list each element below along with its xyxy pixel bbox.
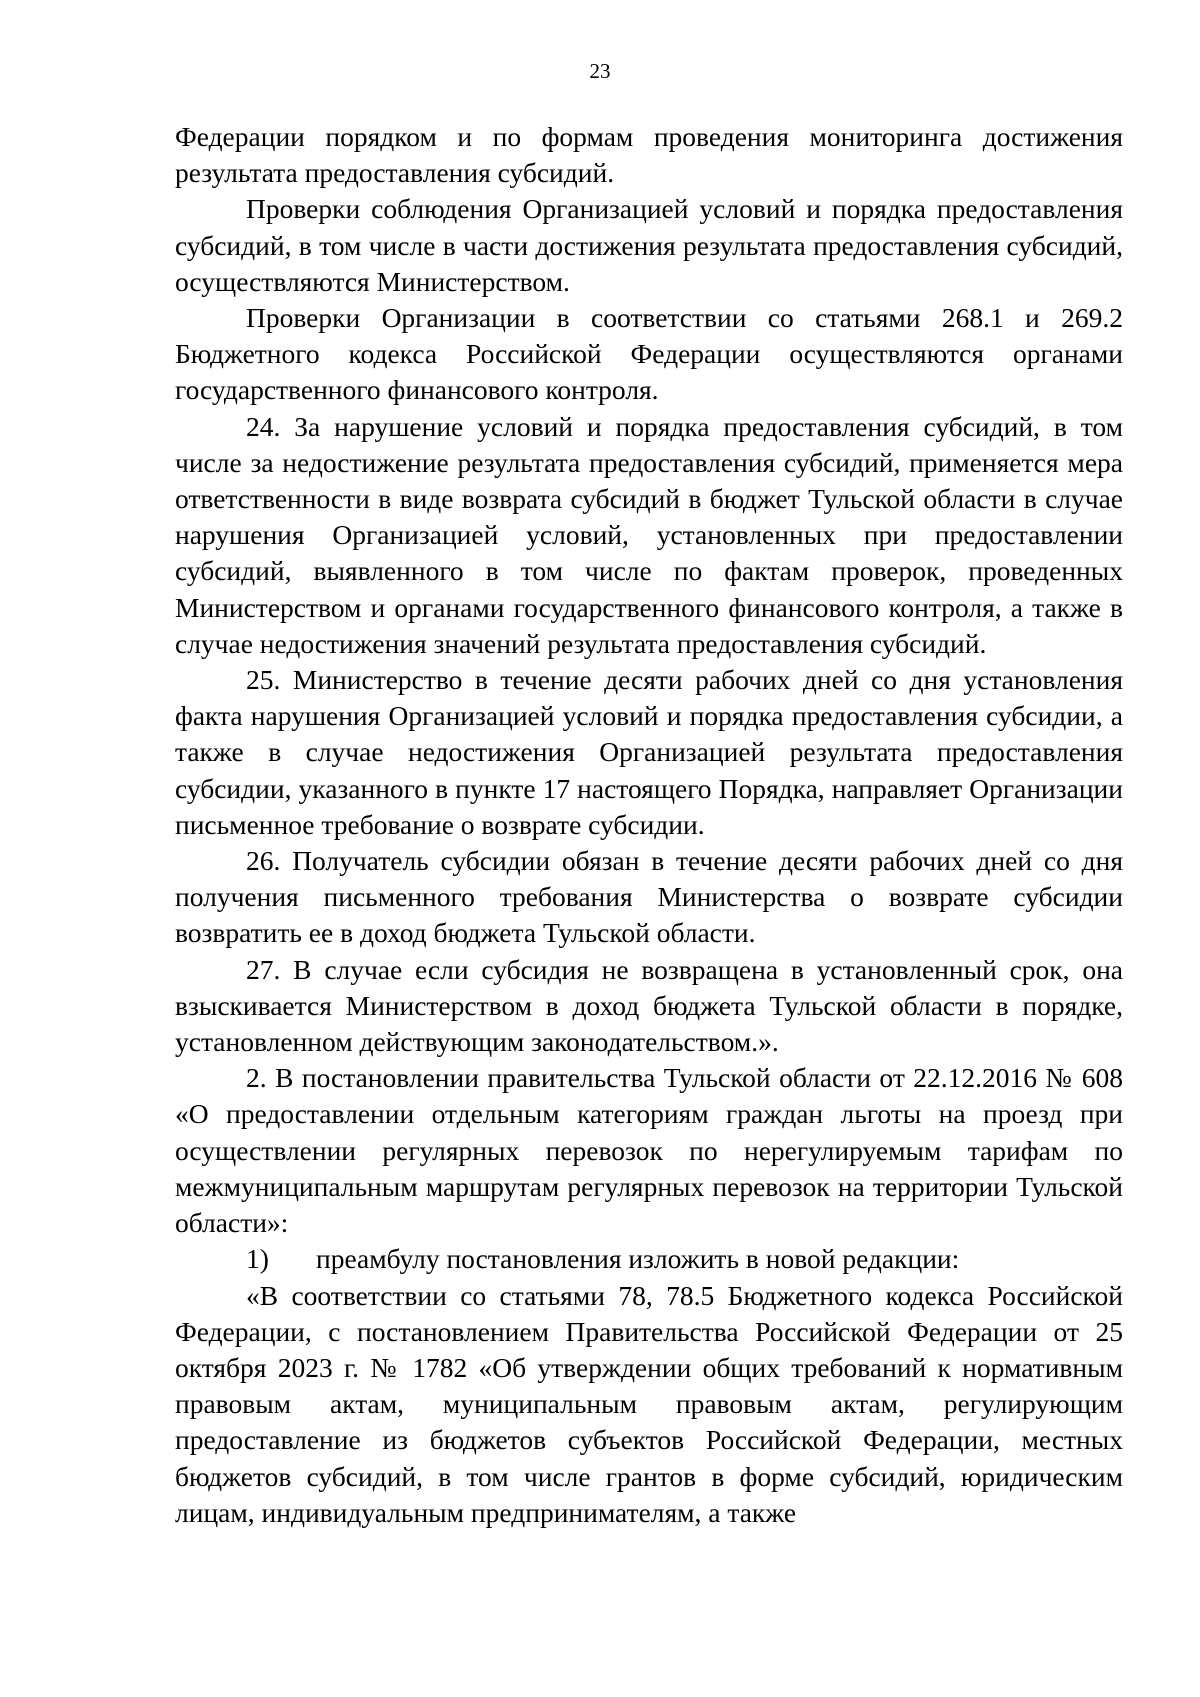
paragraph-continuation: Федерации порядком и по формам проведения мониторинга достижения результата предоставления субсидий.	[175, 121, 1123, 189]
paragraph-24: 24. За нарушение условий и порядка предоставления субсидий, в том числе за недостижение результата предоставления субсидий, применяется мера ответственности в виде возврата субсидий в бюджет Тульской области в случае нарушения Организацией условий, установленных при предоставлении субсидий, выявленного в том числе по фактам проверок, проведенных Министерством и органами государственного финансового контроля, а также в случае недостижения значений результата предоставления субсидий.	[175, 410, 1123, 659]
paragraph-27: 27. В случае если субсидия не возвращена в установленный срок, она взыскивается Министерством в доход бюджета Тульской области в порядке, установленном действующим законодательством.».	[175, 953, 1123, 1058]
document-body	[175, 119, 1123, 1531]
paragraph-26: 26. Получатель субсидии обязан в течение десяти рабочих дней со дня получения письменного требования Министерства о возврате субсидии возвратить ее в доход бюджета Тульской области.	[175, 845, 1123, 949]
list-item-1	[175, 1241, 1123, 1277]
list-item-number: 1)	[246, 1243, 269, 1275]
page-number: 23	[589, 59, 611, 83]
list-item-text: преамбулу постановления изложить в новой редакции:	[316, 1243, 960, 1275]
paragraph-inspections-budget-code: Проверки Организации в соответствии со статьями 268.1 и 269.2 Бюджетного кодекса Российской Федерации осуществляются органами государственного финансового контроля.	[175, 302, 1123, 406]
paragraph-inspections-ministry: Проверки соблюдения Организацией условий и порядка предоставления субсидий, в том числе в части достижения результата предоставления субсидий, осуществляются Министерством.	[175, 193, 1123, 297]
paragraph-item-2: 2. В постановлении правительства Тульской области от 22.12.2016 № 608 «О предоставлении отдельным категориям граждан льготы на проезд при осуществлении регулярных перевозок по нерегулируемым тарифам по межмуниципальным маршрутам регулярных перевозок на территории Тульской области»:	[175, 1062, 1123, 1239]
paragraph-25: 25. Министерство в течение десяти рабочих дней со дня установления факта нарушения Организацией условий и порядка предоставления субсидии, а также в случае недостижения Организацией результата предоставления субсидии, указанного в пункте 17 настоящего Порядка, направляет Организации письменное требование о возврате субсидии.	[175, 664, 1123, 840]
paragraph-preamble: «В соответствии со статьями 78, 78.5 Бюджетного кодекса Российской Федерации, с постановлением Правительства Российской Федерации от 25 октября 2023 г. № 1782 «Об утверждении общих требований к нормативным правовым актам, муниципальным правовым актам, регулирующим предоставление из бюджетов субъектов Российской Федерации, местных бюджетов субсидий, в том числе грантов в форме субсидий, юридическим лицам, индивидуальным предпринимателям, а также	[175, 1279, 1123, 1528]
